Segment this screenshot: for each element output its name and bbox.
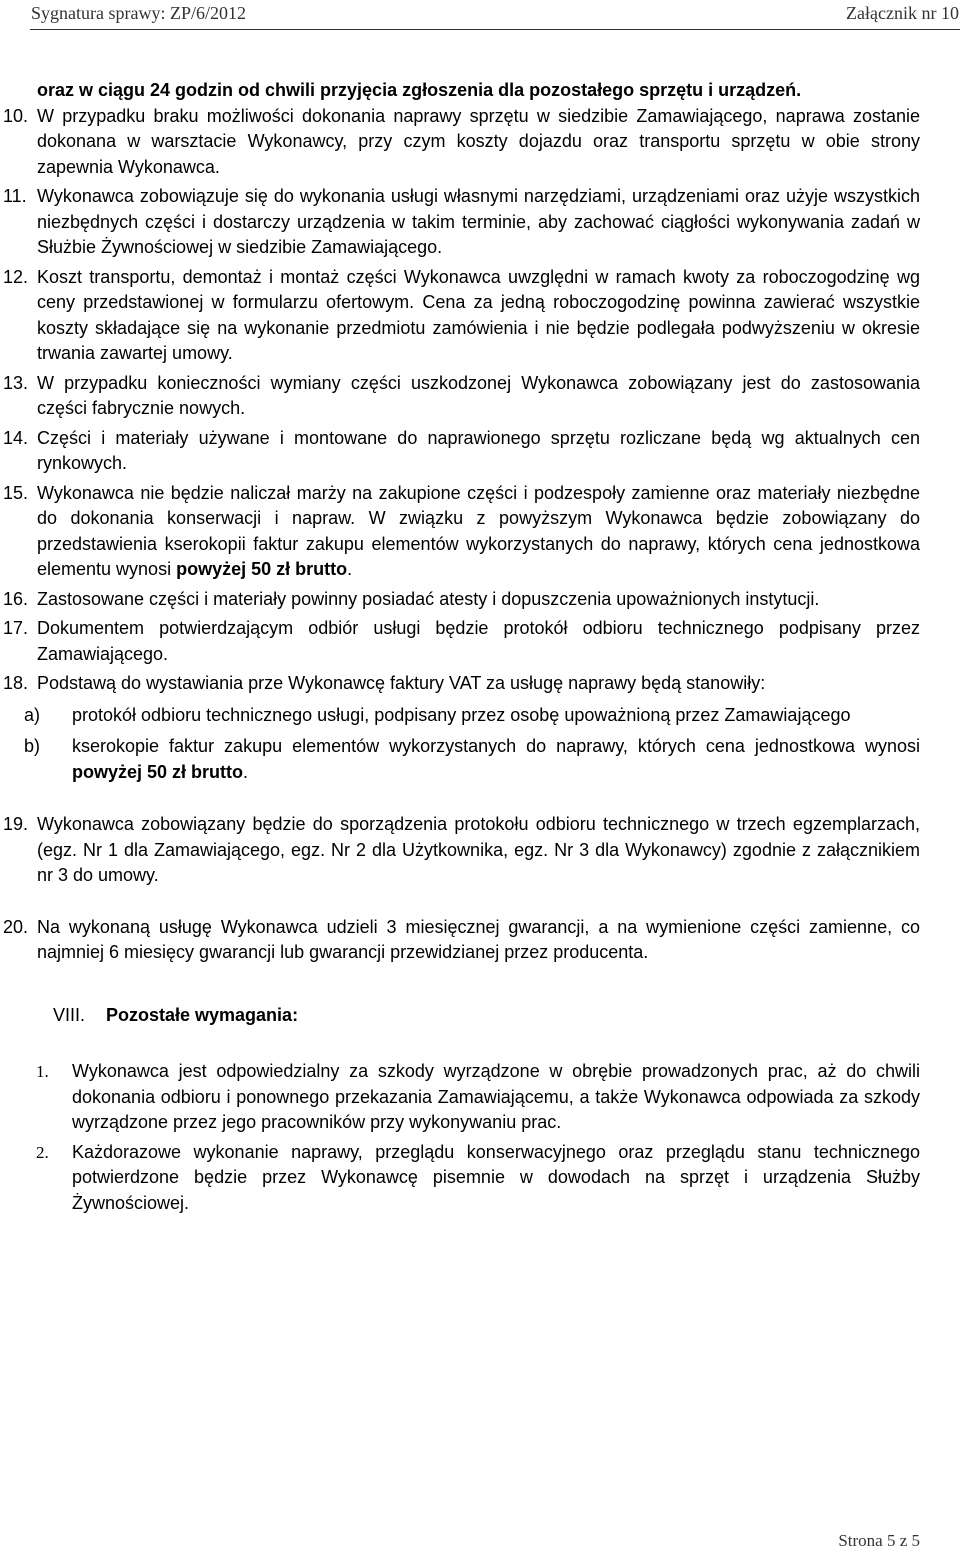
- item-text: W przypadku braku możliwości dokonania naprawy sprzętu w siedzibie Zamawiającego, naprawa zostanie dokonana w warsztacie Wykonawcy, przy czym koszty dojazdu oraz transportu sprzętu w obie strony zapewnia Wykonawca.: [37, 105, 920, 177]
- item-number: 12.: [3, 266, 29, 287]
- item-text: Podstawą do wystawiania prze Wykonawcę faktury VAT za usługę naprawy będą stanowiły:: [37, 673, 766, 693]
- list-item-18: [0, 671, 960, 697]
- item-number: 14.: [3, 427, 29, 448]
- attachment-label: Załącznik nr 10: [846, 3, 959, 23]
- item-number: 13.: [3, 372, 29, 393]
- item-text-end: .: [243, 761, 249, 782]
- item-number: 11.: [3, 186, 27, 206]
- item-text: Każdorazowe wykonanie naprawy, przeglądu konserwacyjnego oraz przeglądu stanu technicznego potwierdzone będzie przez Wykonawcę pisemnie w dowodach na sprzęt i urządzenia Służby Żywnościowej.: [72, 1141, 920, 1213]
- item-letter: b): [24, 736, 41, 756]
- list-item-14: [0, 426, 960, 477]
- item-text: Wykonawca jest odpowiedzialny za szkody wyrządzone w obrębie prowadzonych prac, aż do chwili dokonania odbioru i ponownego przekazania Zamawiającemu, a także Wykonawca odpowiada za szkody wyrządzone przez jego pracowników przy wykonywaniu prac.: [72, 1061, 920, 1132]
- item-number: 18.: [3, 673, 29, 693]
- list-item-15: [0, 481, 960, 583]
- list-item-19: [0, 812, 960, 889]
- item-text: [72, 734, 920, 785]
- sub-item-a: [0, 703, 960, 729]
- item-number: 17.: [3, 618, 29, 638]
- sub-item-b: [0, 734, 960, 785]
- list-item-12: [0, 265, 960, 367]
- header-divider: [30, 29, 960, 30]
- item-number: 20.: [3, 916, 29, 937]
- item-text: Części i materiały używane i montowane do naprawionego sprzętu rozliczane będą wg aktualnych cen rynkowych.: [37, 427, 920, 473]
- item-text: [37, 481, 920, 583]
- item-text: Wykonawca zobowiązany będzie do sporządzenia protokołu odbioru technicznego w trzech egzemplarzach, (egz. Nr 1 dla Zamawiającego, egz. Nr 2 dla Użytkownika, egz. Nr 3 dla Wykonawcy) zgodnie z załącznikiem nr 3 do umowy.: [37, 814, 920, 885]
- item-number: 1.: [36, 1062, 49, 1081]
- item-number: 2.: [36, 1142, 49, 1162]
- item-text: Koszt transportu, demontaż i montaż części Wykonawca uwzględni w ramach kwoty za roboczogodzinę wg ceny przedstawionej w formularzu ofertowym. Cena za jedną roboczogodzinę powinna zawierać wszystkie koszty składające się na wykonanie przedmiotu zamówienia i nie będzie podlegała podwyższeniu w okresie trwania zawartej umowy.: [37, 266, 920, 363]
- page-number: Strona 5 z 5: [838, 1531, 920, 1550]
- requirement-item-2: [0, 1140, 960, 1217]
- document-body: [0, 78, 960, 1216]
- section-heading: [0, 1003, 960, 1029]
- section-number: VIII.: [53, 1004, 86, 1025]
- intro-paragraph: oraz w ciągu 24 godzin od chwili przyjęcia zgłoszenia dla pozostałego sprzętu i urządzeń.: [37, 80, 802, 100]
- section-title: Pozostałe wymagania:: [106, 1004, 299, 1025]
- item-text: protokół odbioru technicznego usługi, podpisany przez osobę upoważnioną przez Zamawiającego: [72, 704, 851, 725]
- list-item-20: [0, 915, 960, 966]
- price-threshold: powyżej 50 zł brutto: [176, 559, 348, 579]
- case-signature: Sygnatura sprawy: ZP/6/2012: [31, 3, 246, 23]
- item-text: W przypadku konieczności wymiany części uszkodzonej Wykonawca zobowiązany jest do zastosowania części fabrycznie nowych.: [37, 372, 920, 418]
- list-item-10: [0, 104, 960, 181]
- price-threshold: powyżej 50 zł brutto: [72, 761, 244, 782]
- item-number: 19.: [3, 814, 29, 834]
- item-text: Dokumentem potwierdzającym odbiór usługi będzie protokół odbioru technicznego podpisany przez Zamawiającego.: [37, 618, 920, 664]
- list-item-13: [0, 371, 960, 422]
- page-header: [0, 0, 960, 52]
- item-text-end: .: [347, 559, 353, 579]
- item-number: 16.: [3, 588, 29, 609]
- requirement-item-1: [0, 1059, 960, 1136]
- item-text-main: kserokopie faktur zakupu elementów wykorzystanych do naprawy, których cena jednostkowa wynosi: [72, 736, 920, 756]
- item-text-main: Wykonawca nie będzie naliczał marży na zakupione części i podzespoły zamienne oraz materiały niezbędne do dokonania konserwacji i napraw. W związku z powyższym Wykonawca będzie zobowiązany do przedstawienia kserokopii faktur zakupu elementów wykorzystanych do naprawy, których cena jednostkowa elementu wynosi: [37, 482, 920, 579]
- item-number: 10.: [3, 105, 29, 126]
- list-item-11: [0, 184, 960, 261]
- item-number: 15.: [3, 482, 29, 503]
- item-text: Zastosowane części i materiały powinny posiadać atesty i dopuszczenia upoważnionych instytucji.: [37, 588, 820, 609]
- item-letter: a): [24, 704, 41, 725]
- item-text: Wykonawca zobowiązuje się do wykonania usługi własnymi narzędziami, urządzeniami oraz użyje wszystkich niezbędnych części i dostarczy urządzenia w takim terminie, aby zachować ciągłości wykonywania zadań w Służbie Żywnościowej w siedzibie Zamawiającego.: [37, 186, 920, 257]
- list-item-16: [0, 587, 960, 613]
- item-text: Na wykonaną usługę Wykonawca udzieli 3 miesięcznej gwarancji, a na wymienione części zamienne, co najmniej 6 miesięcy gwarancji lub gwarancji przewidzianej przez producenta.: [37, 916, 920, 962]
- list-item-17: [0, 616, 960, 667]
